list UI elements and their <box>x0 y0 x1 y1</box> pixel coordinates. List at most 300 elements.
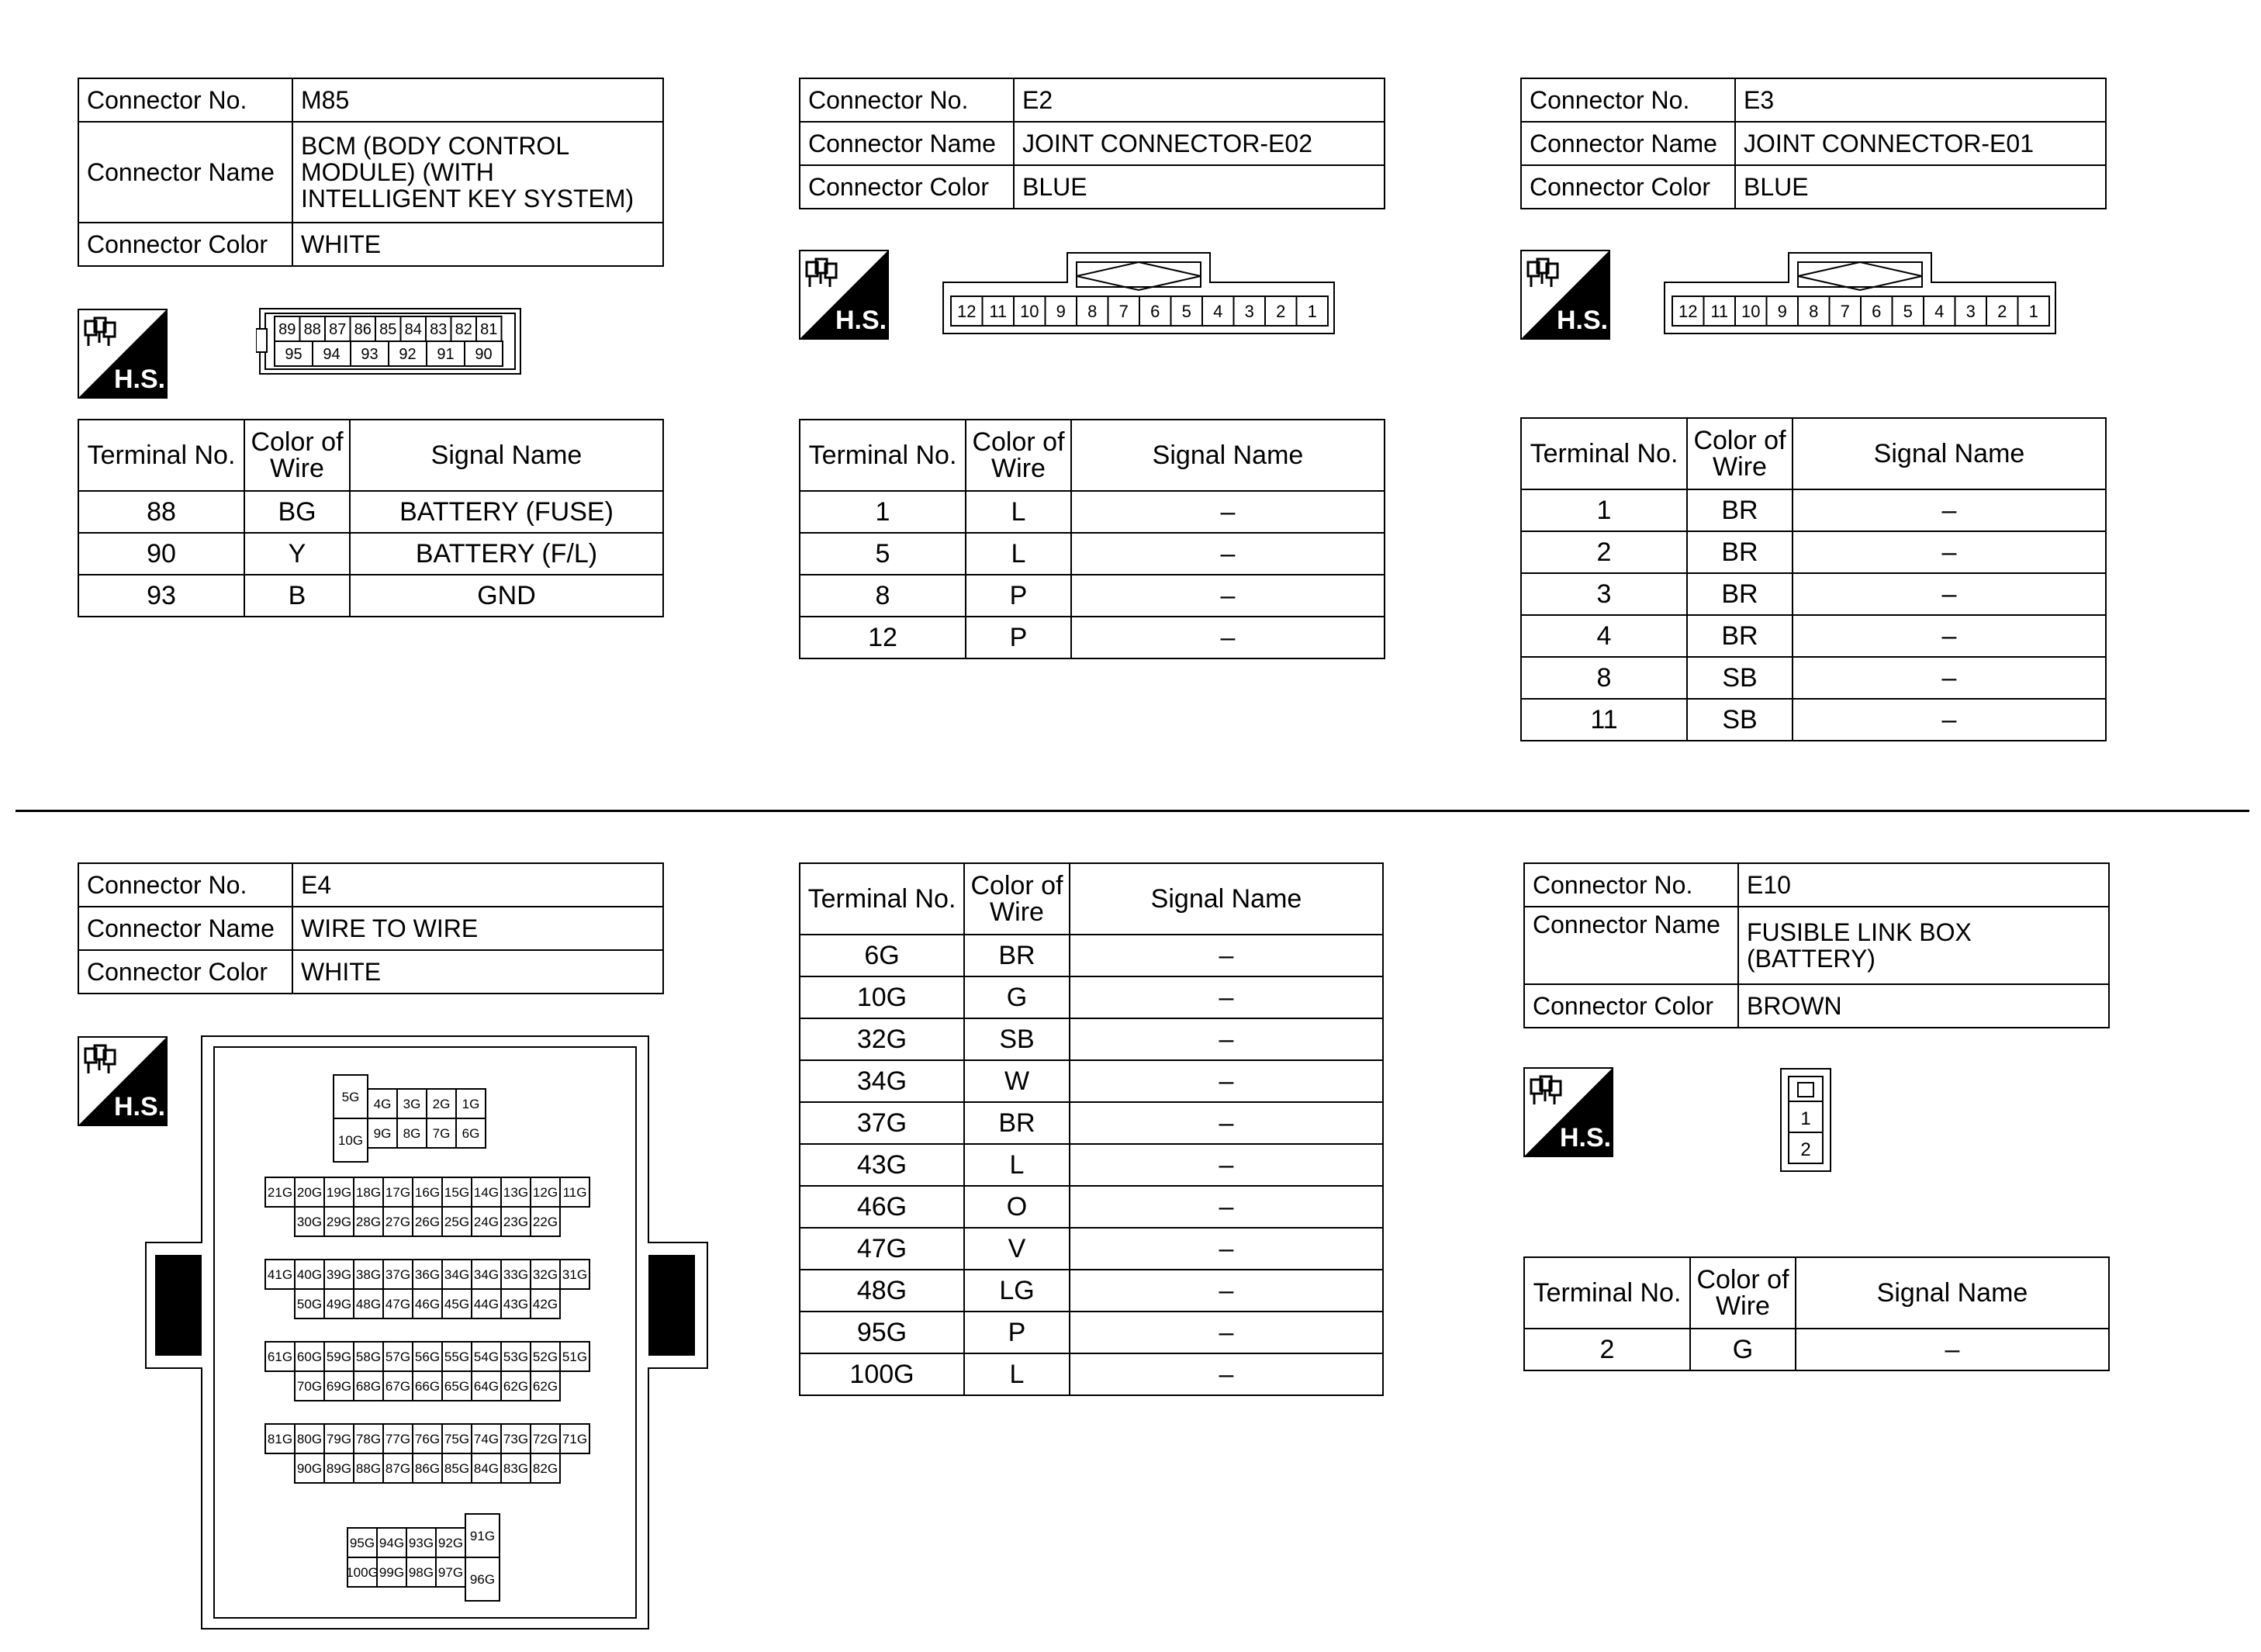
signal-name-cell: – <box>1793 699 2106 741</box>
pin-label: 59G <box>326 1350 352 1365</box>
table-row <box>1521 699 2106 741</box>
connector-color-label: Connector Color <box>1521 165 1735 209</box>
pin-label: 90G <box>296 1461 323 1477</box>
connector-name-label: Connector Name <box>78 907 292 950</box>
terminal-no-cell: 90 <box>78 533 244 575</box>
pin-label: 62G <box>532 1379 558 1395</box>
pin-label: 2 <box>1276 301 1286 321</box>
color-of-wire-header: Color of Wire <box>1687 418 1793 489</box>
wire-color-cell: G <box>1690 1329 1796 1370</box>
pin-label: 70G <box>296 1379 323 1395</box>
connector-color-label: Connector Color <box>800 165 1014 209</box>
terminal-no-cell: 37G <box>800 1102 964 1144</box>
pin-label: 11 <box>1710 301 1729 321</box>
terminal-no-cell: 8 <box>800 575 966 617</box>
harness-side-icon <box>799 250 889 340</box>
pin-label: 97G <box>437 1565 464 1581</box>
pin-label: 96G <box>469 1572 496 1588</box>
wire-color-cell: SB <box>964 1018 1070 1060</box>
wire-color-cell: BR <box>1687 615 1793 657</box>
terminal-no-cell: 43G <box>800 1144 964 1186</box>
pin-label: 93 <box>361 346 379 364</box>
signal-name-cell: – <box>1070 1102 1383 1144</box>
pin-label: 81 <box>480 321 498 339</box>
pin-label: 38G <box>355 1267 382 1283</box>
pin-label: 16G <box>414 1185 441 1201</box>
signal-name-cell: – <box>1793 531 2106 573</box>
pin-label: 30G <box>296 1215 323 1230</box>
pin-label: 6G <box>462 1126 480 1142</box>
m85-connector-face <box>256 307 524 377</box>
wire-color-cell: BR <box>964 935 1070 976</box>
pin-label: 1G <box>462 1097 480 1112</box>
pin-label: 24G <box>473 1215 500 1230</box>
signal-name-cell: – <box>1793 615 2106 657</box>
connector-color-label: Connector Color <box>78 223 292 266</box>
terminal-no-cell: 95G <box>800 1312 964 1353</box>
terminal-no-header: Terminal No. <box>1524 1257 1690 1329</box>
pin-label: 62G <box>503 1379 529 1395</box>
pin-label: 5 <box>1903 301 1913 321</box>
pin-label: 27G <box>385 1215 411 1230</box>
pin-label: 61G <box>267 1350 293 1365</box>
connector-no-label: Connector No. <box>1524 863 1738 907</box>
pin-label: 82 <box>455 321 472 339</box>
terminal-no-header: Terminal No. <box>800 420 966 491</box>
pin-label: 66G <box>414 1379 441 1395</box>
m85-info-table <box>78 78 664 267</box>
pin-label: 88G <box>355 1461 382 1477</box>
pin-label: 91G <box>469 1529 496 1544</box>
pin-label: 5 <box>1181 301 1191 321</box>
table-row <box>800 1270 1383 1312</box>
wire-color-cell: BG <box>244 491 350 533</box>
color-of-wire-header: Color of Wire <box>1690 1257 1796 1329</box>
pin-label: 11G <box>562 1185 587 1201</box>
name-line: (BATTERY) <box>1747 945 1876 973</box>
pin-label: 56G <box>414 1350 441 1365</box>
name-line: MODULE) (WITH <box>301 158 494 186</box>
pin-label: 90 <box>475 346 493 364</box>
table-row <box>800 1018 1383 1060</box>
terminal-no-cell: 2 <box>1521 531 1687 573</box>
pin-label: 10 <box>1020 301 1039 321</box>
pin-label: 9 <box>1056 301 1066 321</box>
connector-color-label: Connector Color <box>1524 984 1738 1028</box>
pin-label: 82G <box>532 1461 558 1477</box>
terminal-no-header: Terminal No. <box>1521 418 1687 489</box>
wire-color-cell: SB <box>1687 699 1793 741</box>
terminal-no-cell: 2 <box>1524 1329 1690 1370</box>
signal-name-cell: – <box>1793 657 2106 699</box>
wire-color-cell: O <box>964 1186 1070 1228</box>
wire-color-cell: W <box>964 1060 1070 1102</box>
connector-color-value: BLUE <box>1735 165 2106 209</box>
signal-name-cell: – <box>1070 1144 1383 1186</box>
pin-label: 78G <box>355 1432 382 1447</box>
pin-label: 33G <box>503 1267 529 1283</box>
pin-label: 20G <box>296 1185 323 1201</box>
wire-color-cell: BR <box>1687 573 1793 615</box>
pin-label: 4 <box>1934 301 1945 321</box>
pin-label: 23G <box>503 1215 529 1230</box>
terminal-no-cell: 12 <box>800 617 966 658</box>
pin-label: 57G <box>385 1350 411 1365</box>
pin-label: 94 <box>323 346 341 364</box>
hs-label: H.S. <box>835 306 887 335</box>
signal-name-cell: GND <box>350 575 663 617</box>
pin-label: 40G <box>296 1267 323 1283</box>
wire-color-cell: Y <box>244 533 350 575</box>
pin-label: 65G <box>444 1379 470 1395</box>
terminal-no-cell: 4 <box>1521 615 1687 657</box>
table-row <box>1521 657 2106 699</box>
pin-label: 92G <box>437 1536 464 1551</box>
pin-label: 49G <box>326 1297 352 1312</box>
pin-label: 89 <box>278 321 296 339</box>
pin-label: 12 <box>957 301 977 321</box>
table-row <box>800 1144 1383 1186</box>
connector-no-value: E4 <box>292 863 663 907</box>
signal-name-header: Signal Name <box>1071 420 1385 491</box>
signal-name-cell: – <box>1071 491 1385 533</box>
wire-color-cell: SB <box>1687 657 1793 699</box>
connector-no-label: Connector No. <box>1521 78 1735 122</box>
name-line: INTELLIGENT KEY SYSTEM) <box>301 185 634 213</box>
pin-label: 95G <box>349 1536 375 1551</box>
terminal-no-cell: 48G <box>800 1270 964 1312</box>
table-row <box>800 1060 1383 1102</box>
pin-label: 87G <box>385 1461 411 1477</box>
signal-name-cell: – <box>1793 489 2106 531</box>
wire-color-cell: P <box>964 1312 1070 1353</box>
connector-name-label: Connector Name <box>78 122 292 223</box>
pin-label: 100G <box>346 1565 379 1581</box>
color-of-wire-header: Color of Wire <box>244 420 350 491</box>
pin-label: 64G <box>473 1379 500 1395</box>
connector-color-value: WHITE <box>292 223 663 266</box>
pin-label: 11 <box>989 301 1008 321</box>
terminal-no-cell: 88 <box>78 491 244 533</box>
pin-label: 60G <box>296 1350 323 1365</box>
table-row <box>800 1102 1383 1144</box>
pin-label: 42G <box>532 1297 558 1312</box>
pin-label: 48G <box>355 1297 382 1312</box>
e4-connector-face <box>144 1035 710 1632</box>
table-row <box>800 1312 1383 1353</box>
pin-label: 29G <box>326 1215 352 1230</box>
pin-label: 32G <box>532 1267 558 1283</box>
e3-connector-face <box>1663 251 2059 335</box>
hs-label: H.S. <box>1556 306 1609 335</box>
pin-label: 67G <box>385 1379 411 1395</box>
table-row <box>78 533 663 575</box>
connector-color-value: WHITE <box>292 950 663 994</box>
table-row <box>1521 489 2106 531</box>
signal-name-cell: – <box>1070 935 1383 976</box>
table-row <box>1521 531 2106 573</box>
pin-label: 9 <box>1777 301 1787 321</box>
pin-label: 39G <box>326 1267 352 1283</box>
pin-label: 87 <box>329 321 347 339</box>
table-row <box>800 575 1385 617</box>
wire-color-cell: P <box>966 617 1071 658</box>
connector-name-value: JOINT CONNECTOR-E01 <box>1735 122 2106 165</box>
signal-name-cell: – <box>1070 1270 1383 1312</box>
pin-label: 43G <box>503 1297 529 1312</box>
pin-label: 83G <box>503 1461 529 1477</box>
signal-name-cell: – <box>1793 573 2106 615</box>
connector-no-value: E10 <box>1738 863 2109 907</box>
pin-label: 6 <box>1150 301 1160 321</box>
pin-label: 36G <box>414 1267 441 1283</box>
pin-label: 84G <box>473 1461 500 1477</box>
pin-label: 12G <box>532 1185 558 1201</box>
terminal-no-cell: 10G <box>800 976 964 1018</box>
pin-label: 17G <box>385 1185 411 1201</box>
signal-name-cell: – <box>1071 617 1385 658</box>
pin-label: 84 <box>404 321 422 339</box>
signal-name-cell: – <box>1070 1060 1383 1102</box>
table-row <box>78 575 663 617</box>
pin-label: 52G <box>532 1350 558 1365</box>
pin-label: 34G <box>473 1267 500 1283</box>
terminal-no-cell: 11 <box>1521 699 1687 741</box>
terminal-no-cell: 46G <box>800 1186 964 1228</box>
e2-connector-face <box>942 251 1337 335</box>
pin-label: 7G <box>432 1126 451 1142</box>
pin-label: 26G <box>414 1215 441 1230</box>
e10-info-table <box>1523 862 2110 1028</box>
table-row <box>800 1353 1383 1395</box>
pin-label: 80G <box>296 1432 323 1447</box>
terminal-no-cell: 8 <box>1521 657 1687 699</box>
connector-color-value: BLUE <box>1014 165 1385 209</box>
pin-label: 2 <box>1997 301 2007 321</box>
signal-name-cell: – <box>1796 1329 2109 1370</box>
table-row <box>1521 573 2106 615</box>
pin-label: 13G <box>503 1185 529 1201</box>
table-row <box>78 491 663 533</box>
e3-terminal-table <box>1520 417 2107 741</box>
wire-color-cell: V <box>964 1228 1070 1270</box>
color-of-wire-header: Color of Wire <box>964 863 1070 935</box>
signal-name-cell: – <box>1070 1228 1383 1270</box>
pin-label: 81G <box>267 1432 293 1447</box>
terminal-no-cell: 6G <box>800 935 964 976</box>
signal-name-cell: – <box>1070 1312 1383 1353</box>
table-row <box>800 533 1385 575</box>
section-divider <box>16 810 2249 812</box>
terminal-no-cell: 100G <box>800 1353 964 1395</box>
pin-label: 3 <box>1244 301 1254 321</box>
pin-label: 55G <box>444 1350 470 1365</box>
hs-label: H.S. <box>113 1092 166 1121</box>
pin-label: 89G <box>326 1461 352 1477</box>
pin-label: 2G <box>432 1097 451 1112</box>
pin-label: 93G <box>408 1536 434 1551</box>
m85-terminal-table <box>78 419 664 617</box>
connector-name-value: WIRE TO WIRE <box>292 907 663 950</box>
signal-name-cell: BATTERY (F/L) <box>350 533 663 575</box>
signal-name-cell: – <box>1070 1018 1383 1060</box>
terminal-no-cell: 1 <box>800 491 966 533</box>
pin-label: 41G <box>267 1267 293 1283</box>
e2-terminal-table <box>799 419 1385 659</box>
pin-label: 44G <box>473 1297 500 1312</box>
pin-label: 8G <box>403 1126 421 1142</box>
e3-info-table <box>1520 78 2107 209</box>
terminal-no-cell: 93 <box>78 575 244 617</box>
pin-label: 10 <box>1741 301 1761 321</box>
pin-label: 47G <box>385 1297 411 1312</box>
wire-color-cell: L <box>966 491 1071 533</box>
pin-label: 73G <box>503 1432 529 1447</box>
hs-label: H.S. <box>1559 1123 1612 1153</box>
wire-color-cell: P <box>966 575 1071 617</box>
pin-label: 18G <box>355 1185 382 1201</box>
pin-label: 76G <box>414 1432 441 1447</box>
e4-terminal-table <box>799 862 1384 1396</box>
name-line: FUSIBLE LINK BOX <box>1747 918 1972 946</box>
pin-label: 10G <box>337 1133 364 1149</box>
wire-color-cell: LG <box>964 1270 1070 1312</box>
e10-terminal-table <box>1523 1256 2110 1371</box>
pin-label: 8 <box>1087 301 1098 321</box>
signal-name-cell: BATTERY (FUSE) <box>350 491 663 533</box>
table-row <box>1524 1329 2109 1370</box>
pin-label: 95 <box>285 346 303 364</box>
pin-label: 5G <box>341 1090 360 1105</box>
pin-label: 34G <box>444 1267 470 1283</box>
pin-label: 15G <box>444 1185 470 1201</box>
terminal-no-header: Terminal No. <box>78 420 244 491</box>
pin-label: 98G <box>408 1565 434 1581</box>
harness-side-icon <box>1520 250 1610 340</box>
table-row <box>800 1228 1383 1270</box>
connector-color-value: BROWN <box>1738 984 2109 1028</box>
pin-label: 99G <box>379 1565 405 1581</box>
pin-label: 86G <box>414 1461 441 1477</box>
pin-label: 45G <box>444 1297 470 1312</box>
pin-label: 1 <box>2028 301 2038 321</box>
pin-label: 51G <box>562 1350 588 1365</box>
pin-label: 54G <box>473 1350 500 1365</box>
table-row <box>800 491 1385 533</box>
e2-info-table <box>799 78 1385 209</box>
pin-label: 79G <box>326 1432 352 1447</box>
pin-label: 83 <box>430 321 448 339</box>
table-row <box>1521 615 2106 657</box>
pin-label: 58G <box>355 1350 382 1365</box>
table-row <box>800 617 1385 658</box>
terminal-no-cell: 5 <box>800 533 966 575</box>
wire-color-cell: G <box>964 976 1070 1018</box>
signal-name-cell: – <box>1070 1353 1383 1395</box>
terminal-no-header: Terminal No. <box>800 863 964 935</box>
pin-label: 92 <box>399 346 417 364</box>
pin-label: 69G <box>326 1379 352 1395</box>
pin-label: 3G <box>403 1097 421 1112</box>
pin-label: 91 <box>437 346 455 364</box>
connector-name-label: Connector Name <box>1521 122 1735 165</box>
signal-name-cell: – <box>1071 575 1385 617</box>
name-line: BCM (BODY CONTROL <box>301 132 570 160</box>
wire-color-cell: B <box>244 575 350 617</box>
pin-label: 71G <box>562 1432 588 1447</box>
wire-color-cell: L <box>966 533 1071 575</box>
pin-2-label: 2 <box>1800 1139 1811 1160</box>
terminal-no-cell: 32G <box>800 1018 964 1060</box>
connector-name-value <box>292 122 663 223</box>
connector-name-label: Connector Name <box>800 122 1014 165</box>
pin-label: 7 <box>1118 301 1129 321</box>
connector-color-label: Connector Color <box>78 950 292 994</box>
pin-label: 21G <box>267 1185 293 1201</box>
signal-name-header: Signal Name <box>1793 418 2106 489</box>
pin-label: 7 <box>1840 301 1850 321</box>
signal-name-cell: – <box>1071 533 1385 575</box>
pin-label: 50G <box>296 1297 323 1312</box>
connector-no-label: Connector No. <box>800 78 1014 122</box>
connector-no-label: Connector No. <box>78 78 292 122</box>
connector-name-label: Connector Name <box>1524 907 1738 984</box>
pin-label: 9G <box>373 1126 392 1142</box>
e4-info-table <box>78 862 664 994</box>
pin-label: 74G <box>473 1432 500 1447</box>
signal-name-cell: – <box>1070 976 1383 1018</box>
pin-label: 25G <box>444 1215 470 1230</box>
pin-label: 77G <box>385 1432 411 1447</box>
pin-label: 37G <box>385 1267 411 1283</box>
pin-label: 22G <box>532 1215 558 1230</box>
color-of-wire-header: Color of Wire <box>966 420 1071 491</box>
pin-1-label: 1 <box>1800 1108 1811 1129</box>
terminal-no-cell: 1 <box>1521 489 1687 531</box>
pin-label: 1 <box>1307 301 1317 321</box>
signal-name-header: Signal Name <box>1070 863 1383 935</box>
pin-label: 28G <box>355 1215 382 1230</box>
terminal-no-cell: 34G <box>800 1060 964 1102</box>
signal-name-cell: – <box>1070 1186 1383 1228</box>
table-row <box>800 935 1383 976</box>
pin-label: 4 <box>1213 301 1223 321</box>
pin-label: 72G <box>532 1432 558 1447</box>
signal-name-header: Signal Name <box>1796 1257 2109 1329</box>
table-row <box>800 976 1383 1018</box>
pin-label: 85G <box>444 1461 470 1477</box>
connector-no-value: E3 <box>1735 78 2106 122</box>
harness-side-icon <box>78 309 168 399</box>
connector-no-label: Connector No. <box>78 863 292 907</box>
connector-no-value: E2 <box>1014 78 1385 122</box>
pin-label: 4G <box>373 1097 392 1112</box>
pin-label: 46G <box>414 1297 441 1312</box>
connector-no-value: M85 <box>292 78 663 122</box>
pin-label: 12 <box>1678 301 1698 321</box>
pin-label: 53G <box>503 1350 529 1365</box>
pin-label: 3 <box>1965 301 1976 321</box>
pin-label: 8 <box>1809 301 1819 321</box>
connector-name-value: JOINT CONNECTOR-E02 <box>1014 122 1385 165</box>
e10-connector-face <box>1779 1067 1834 1173</box>
pin-label: 6 <box>1872 301 1882 321</box>
terminal-no-cell: 3 <box>1521 573 1687 615</box>
pin-label: 68G <box>355 1379 382 1395</box>
table-row <box>800 1186 1383 1228</box>
pin-label: 85 <box>379 321 397 339</box>
signal-name-header: Signal Name <box>350 420 663 491</box>
